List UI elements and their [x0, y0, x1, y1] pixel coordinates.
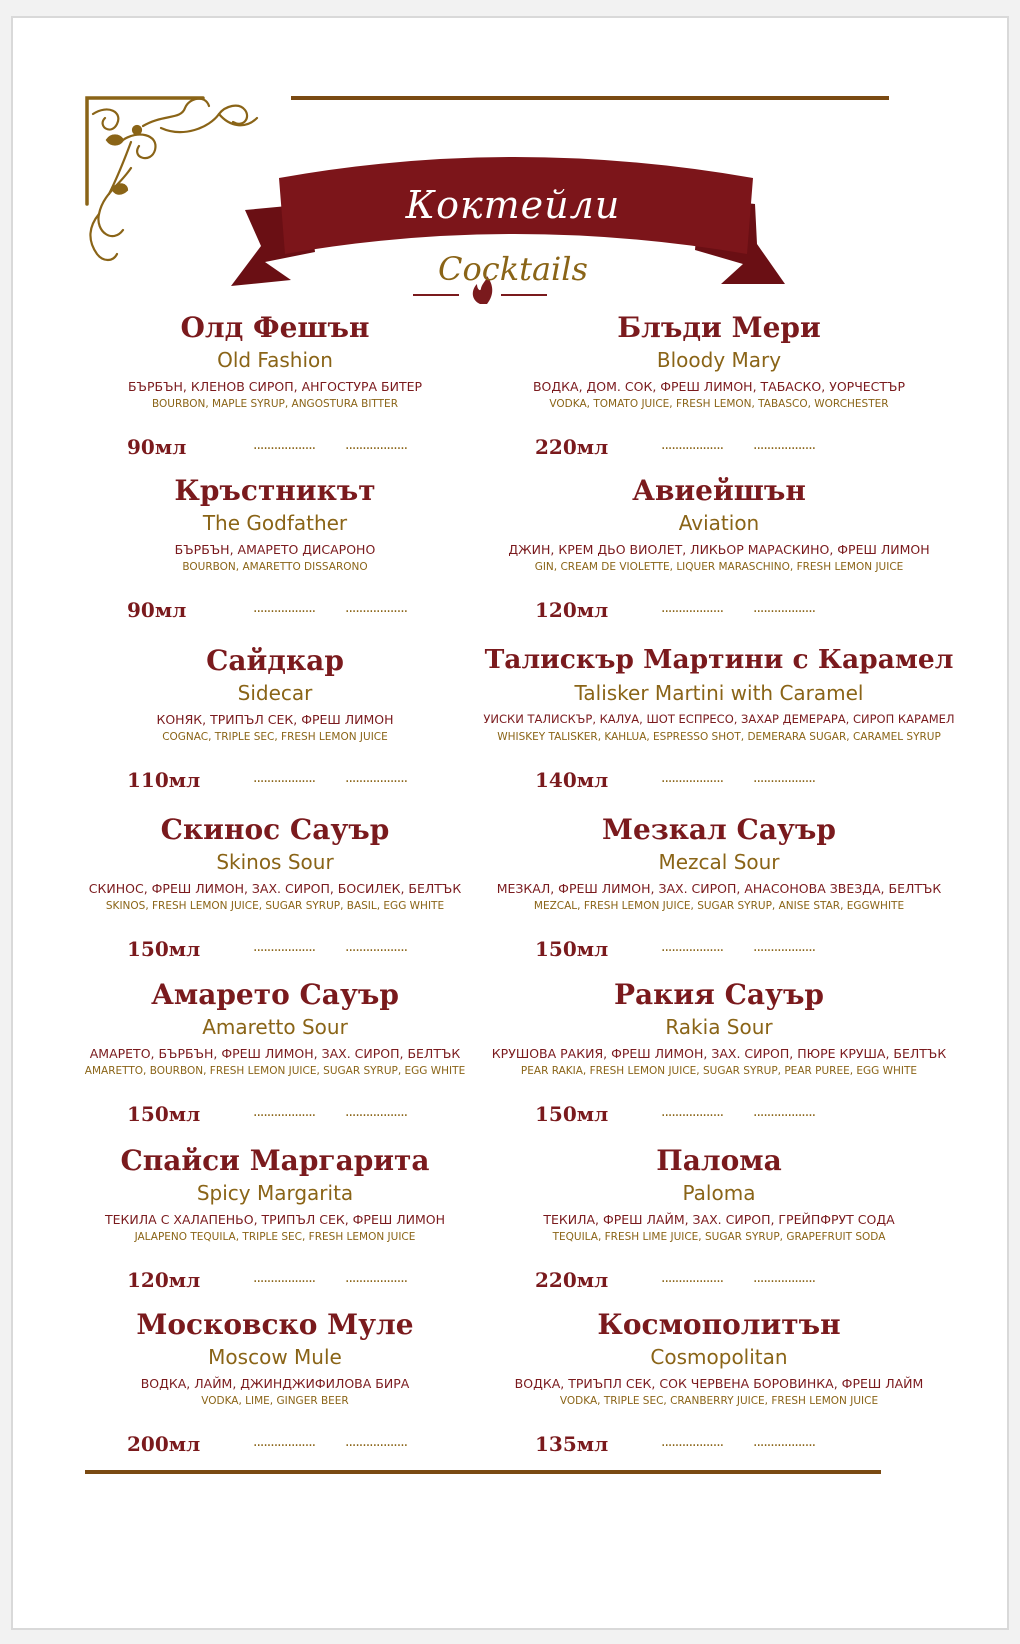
price-placeholder: ..................: [253, 770, 316, 786]
volume-label: 140мл: [535, 768, 609, 792]
cocktail-name-bg: Амарето Сауър: [151, 978, 399, 1011]
ingredients-bg: ДЖИН, КРЕМ ДЬО ВИОЛЕТ, ЛИКЬОР МАРАСКИНО, ФРЕШ ЛИМОН: [508, 542, 930, 557]
price-placeholder: ..................: [661, 600, 724, 616]
menu-item: [483, 978, 955, 1142]
ingredients-bg: ВОДКА, ЛАЙМ, ДЖИНДЖИФИЛОВА БИРА: [140, 1376, 410, 1391]
menu-item: [75, 1144, 475, 1308]
ingredients-en: PEAR RAKIA, FRESH LEMON JUICE, SUGAR SYRUP, PEAR PUREE, EGG WHITE: [520, 1065, 918, 1077]
price-placeholder: ..................: [753, 437, 816, 453]
menu-item: [75, 1308, 475, 1472]
cocktail-name-en: Bloody Mary: [656, 348, 782, 372]
cocktail-name-bg: Авиейшън: [632, 474, 806, 507]
volume-label: 110мл: [127, 768, 201, 792]
ingredients-en: SKINOS, FRESH LEMON JUICE, SUGAR SYRUP, BASIL, EGG WHITE: [105, 900, 445, 912]
cocktail-name-bg: Кръстникът: [174, 474, 376, 507]
ingredients-en: WHISKEY TALISKER, KAHLUA, ESPRESSO SHOT, DEMERARA SUGAR, CARAMEL SYRUP: [497, 731, 941, 743]
cocktail-name-en: Skinos Sour: [216, 850, 334, 874]
price-placeholder: ..................: [345, 600, 408, 616]
volume-label: 200мл: [127, 1432, 201, 1456]
ingredients-en: COGNAC, TRIPLE SEC, FRESH LEMON JUICE: [162, 731, 388, 743]
volume-label: 220мл: [535, 435, 609, 459]
cocktail-name-bg: Скинос Сауър: [160, 813, 390, 846]
ingredients-en: VODKA, TOMATO JUICE, FRESH LEMON, TABASCO, WORCHESTER: [549, 398, 889, 410]
cocktail-name-bg: Мезкал Сауър: [602, 813, 836, 846]
menu-item: [483, 1144, 955, 1308]
ingredients-en: GIN, CREAM DE VIOLETTE, LIQUER MARASCHINO, FRESH LEMON JUICE: [534, 561, 904, 573]
menu-item: [483, 813, 955, 977]
price-placeholder: ..................: [753, 600, 816, 616]
menu-item: [75, 311, 475, 475]
cocktail-name-en: Mezcal Sour: [658, 850, 780, 874]
ingredients-en: AMARETTO, BOURBON, FRESH LEMON JUICE, SUGAR SYRUP, EGG WHITE: [84, 1065, 466, 1077]
cocktail-name-en: Talisker Martini with Caramel: [574, 681, 864, 705]
volume-label: 150мл: [535, 937, 609, 961]
price-placeholder: ..................: [753, 1270, 816, 1286]
price-placeholder: ..................: [661, 437, 724, 453]
ingredients-bg: КРУШОВА РАКИЯ, ФРЕШ ЛИМОН, ЗАХ. СИРОП, ПЮРЕ КРУША, БЕЛТЪК: [491, 1046, 947, 1061]
menu-item: [75, 978, 475, 1142]
ingredients-bg: БЪРБЪН, АМАРЕТО ДИСАРОНО: [174, 542, 376, 557]
ingredients-bg: ВОДКА, ТРИЪПЛ СЕК, СОК ЧЕРВЕНА БОРОВИНКА, ФРЕШ ЛАЙМ: [514, 1376, 924, 1391]
menu-item: [483, 1308, 955, 1472]
menu-item: [75, 644, 475, 808]
price-placeholder: ..................: [253, 939, 316, 955]
ingredients-en: VODKA, TRIPLE SEC, CRANBERRY JUICE, FRESH LEMON JUICE: [559, 1395, 879, 1407]
menu-item: [483, 644, 955, 808]
price-placeholder: ..................: [253, 1270, 316, 1286]
cocktail-name-en: Rakia Sour: [665, 1015, 773, 1039]
ingredients-bg: ТЕКИЛА, ФРЕШ ЛАЙМ, ЗАХ. СИРОП, ГРЕЙПФРУТ СОДА: [543, 1212, 895, 1227]
cocktail-name-en: Spicy Margarita: [196, 1181, 354, 1205]
price-placeholder: ..................: [345, 1104, 408, 1120]
cocktail-name-en: Cosmopolitan: [650, 1345, 788, 1369]
volume-label: 150мл: [127, 1102, 201, 1126]
cocktail-name-bg: Сайдкар: [206, 644, 344, 677]
price-placeholder: ..................: [345, 770, 408, 786]
cocktail-name-en: Aviation: [678, 511, 760, 535]
cocktail-name-en: Moscow Mule: [208, 1345, 342, 1369]
price-placeholder: ..................: [753, 770, 816, 786]
corner-ornament-icon: [87, 98, 257, 260]
ingredients-en: VODKA, LIME, GINGER BEER: [201, 1395, 349, 1407]
cocktail-name-bg: Олд Фешън: [180, 311, 370, 344]
volume-label: 90мл: [127, 435, 187, 459]
menu-item: [75, 474, 475, 638]
volume-label: 135мл: [535, 1432, 609, 1456]
menu-title-en: Cocktails: [438, 250, 588, 288]
price-placeholder: ..................: [253, 1434, 316, 1450]
volume-label: 150мл: [535, 1102, 609, 1126]
cocktail-name-en: Sidecar: [237, 681, 313, 705]
ingredients-bg: СКИНОС, ФРЕШ ЛИМОН, ЗАХ. СИРОП, БОСИЛЕК, БЕЛТЪК: [88, 881, 462, 896]
ingredients-en: TEQUILA, FRESH LIME JUICE, SUGAR SYRUP, GRAPEFRUIT SODA: [552, 1231, 886, 1243]
menu-item: [483, 311, 955, 475]
price-placeholder: ..................: [753, 1104, 816, 1120]
cocktail-name-bg: Талискър Мартини с Карамел: [484, 644, 954, 675]
cocktail-name-bg: Спайси Маргарита: [120, 1144, 430, 1177]
price-placeholder: ..................: [345, 1270, 408, 1286]
ingredients-bg: АМАРЕТО, БЪРБЪН, ФРЕШ ЛИМОН, ЗАХ. СИРОП, БЕЛТЪК: [89, 1046, 461, 1061]
volume-label: 220мл: [535, 1268, 609, 1292]
cocktail-name-bg: Блъди Мери: [617, 311, 821, 344]
cocktail-name-en: The Godfather: [202, 511, 348, 535]
menu-item: [75, 813, 475, 977]
cocktail-name-en: Old Fashion: [217, 348, 333, 372]
ingredients-bg: УИСКИ ТАЛИСКЪР, КАЛУА, ШОТ ЕСПРЕСО, ЗАХАР ДЕМЕРАРА, СИРОП КАРАМЕЛ: [483, 712, 955, 726]
cocktail-name-bg: Палома: [656, 1144, 782, 1177]
top-rule: [291, 96, 889, 100]
cocktail-name-en: Paloma: [682, 1181, 756, 1205]
ingredients-en: JALAPENO TEQUILA, TRIPLE SEC, FRESH LEMON JUICE: [134, 1231, 416, 1243]
menu-title-bg: Коктейли: [405, 183, 621, 227]
menu-page: [11, 16, 1009, 1630]
ingredients-bg: БЪРБЪН, КЛЕНОВ СИРОП, АНГОСТУРА БИТЕР: [127, 379, 423, 394]
price-placeholder: ..................: [345, 437, 408, 453]
price-placeholder: ..................: [253, 600, 316, 616]
menu-item: [483, 474, 955, 638]
cocktail-name-bg: Ракия Сауър: [613, 978, 825, 1011]
price-placeholder: ..................: [753, 939, 816, 955]
volume-label: 150мл: [127, 937, 201, 961]
ingredients-bg: ВОДКА, ДОМ. СОК, ФРЕШ ЛИМОН, ТАБАСКО, УОРЧЕСТЪР: [532, 379, 905, 394]
price-placeholder: ..................: [753, 1434, 816, 1450]
ingredients-bg: ТЕКИЛА С ХАЛАПЕНЬО, ТРИПЪЛ СЕК, ФРЕШ ЛИМОН: [105, 1212, 445, 1227]
price-placeholder: ..................: [345, 1434, 408, 1450]
ingredients-bg: КОНЯК, ТРИПЪЛ СЕК, ФРЕШ ЛИМОН: [156, 712, 394, 727]
ingredients-en: BOURBON, AMARETTO DISSARONO: [182, 561, 368, 573]
volume-label: 120мл: [535, 598, 609, 622]
price-placeholder: ..................: [661, 1104, 724, 1120]
volume-label: 120мл: [127, 1268, 201, 1292]
price-placeholder: ..................: [661, 770, 724, 786]
price-placeholder: ..................: [661, 939, 724, 955]
price-placeholder: ..................: [253, 1104, 316, 1120]
price-placeholder: ..................: [345, 939, 408, 955]
price-placeholder: ..................: [253, 437, 316, 453]
cocktail-name-bg: Космополитън: [597, 1308, 841, 1341]
price-placeholder: ..................: [661, 1270, 724, 1286]
ingredients-en: MEZCAL, FRESH LEMON JUICE, SUGAR SYRUP, ANISE STAR, EGGWHITE: [533, 900, 905, 912]
volume-label: 90мл: [127, 598, 187, 622]
ingredients-en: BOURBON, MAPLE SYRUP, ANGOSTURA BITTER: [151, 398, 398, 410]
ingredients-bg: МЕЗКАЛ, ФРЕШ ЛИМОН, ЗАХ. СИРОП, АНАСОНОВА ЗВЕЗДА, БЕЛТЪК: [496, 881, 942, 896]
cocktail-name-bg: Московско Муле: [136, 1308, 414, 1341]
cocktail-name-en: Amaretto Sour: [202, 1015, 348, 1039]
price-placeholder: ..................: [661, 1434, 724, 1450]
